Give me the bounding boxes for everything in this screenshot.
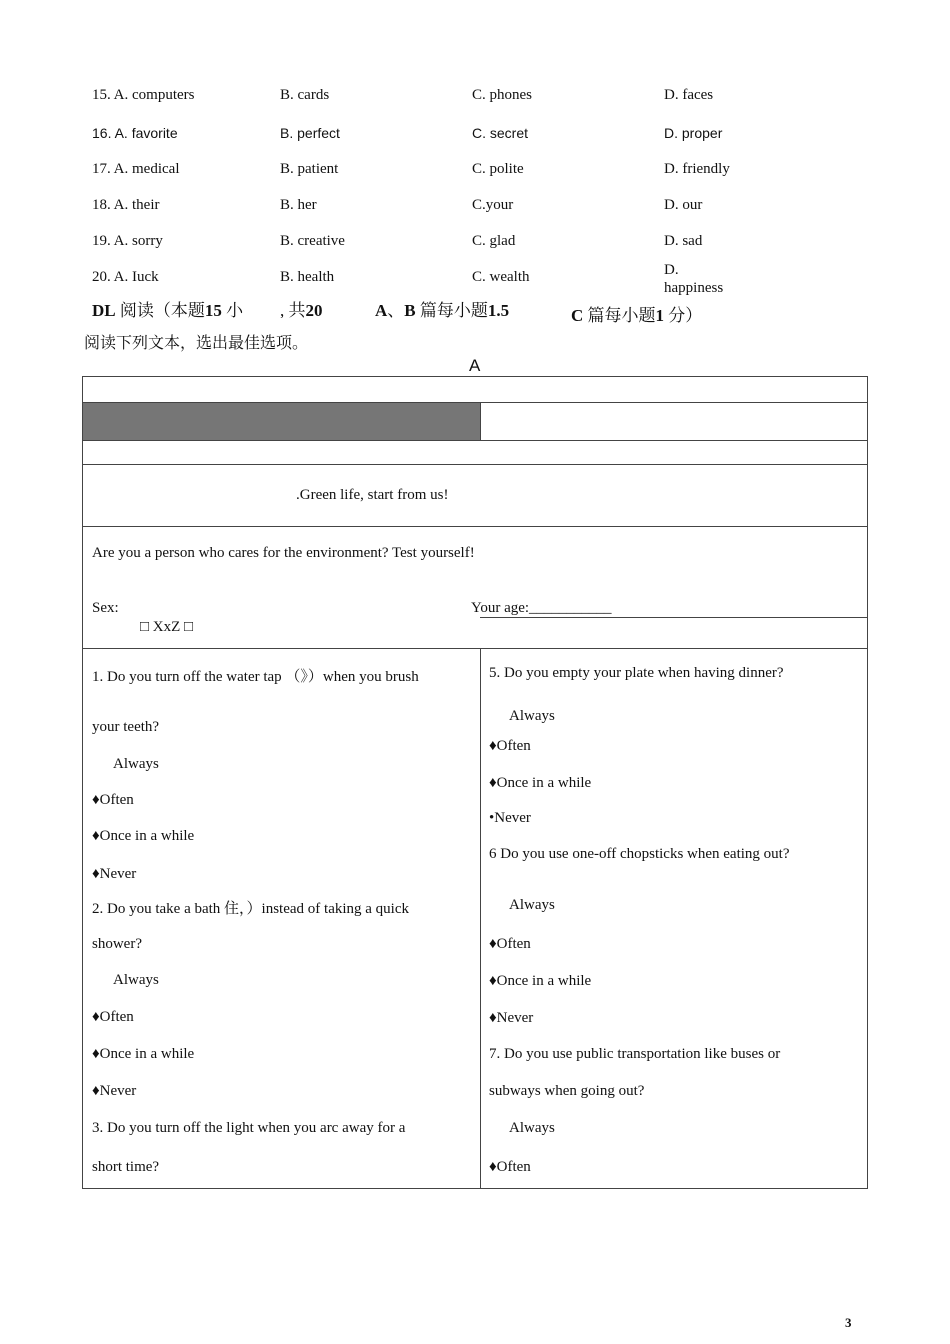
- q16-option-c: C. secret: [472, 125, 529, 141]
- q18-option-b: B. her: [280, 197, 317, 213]
- q20-option-d-label: D.: [664, 262, 679, 278]
- age-field[interactable]: Your age:___________: [471, 600, 612, 616]
- question-1-line1: 1. Do you turn off the water tap （》）when you brush: [92, 669, 419, 685]
- sex-label: Sex:: [92, 600, 119, 616]
- option-never[interactable]: ♦Never: [92, 1083, 137, 1099]
- q18-option-a: 18. A. their: [92, 197, 160, 213]
- option-always[interactable]: Always: [113, 756, 159, 772]
- question-3-line1: 3. Do you turn off the light when you arc away for a: [92, 1120, 406, 1136]
- section-heading-part1: DL 阅读（本题15 小: [92, 301, 244, 318]
- option-once-in-a-while[interactable]: ♦Once in a while: [489, 775, 592, 791]
- age-underline: [480, 617, 867, 618]
- q17-option-a: 17. A. medical: [92, 161, 180, 177]
- table-header-shaded-cell: [83, 403, 480, 440]
- survey-intro: Are you a person who cares for the environment? Test yourself!: [92, 545, 475, 561]
- question-6: 6 Do you use one-off chopsticks when eating out?: [489, 846, 790, 862]
- q18-option-d: D. our: [664, 197, 703, 213]
- q19-option-a: 19. A. sorry: [92, 233, 163, 249]
- q20-option-b: B. health: [280, 269, 335, 285]
- passage-label: A: [469, 356, 481, 375]
- reading-instruction: 阅读下列文本，选出最佳选项。: [84, 335, 309, 352]
- option-never[interactable]: ♦Never: [489, 1010, 534, 1026]
- table-rule: [82, 440, 868, 441]
- q16-option-d: D. proper: [664, 125, 723, 141]
- table-rule: [82, 464, 868, 465]
- q20-option-c: C. wealth: [472, 269, 530, 285]
- page-number: 3: [845, 1315, 852, 1330]
- option-often[interactable]: ♦Often: [489, 1159, 531, 1175]
- option-always[interactable]: Always: [509, 1120, 555, 1136]
- q19-option-b: B. creative: [280, 233, 345, 249]
- q20-option-a: 20. A. Iuck: [92, 269, 159, 285]
- section-heading-part3: A、B 篇每小题1.5: [375, 301, 510, 318]
- q15-option-b: B. cards: [280, 87, 330, 103]
- option-often[interactable]: ♦Often: [489, 936, 531, 952]
- question-5: 5. Do you empty your plate when having dinner?: [489, 665, 784, 681]
- table-rule: [82, 526, 868, 527]
- table-rule: [480, 402, 481, 440]
- sex-checkboxes[interactable]: □ XxZ □: [140, 619, 194, 635]
- section-heading-part4: C 篇每小题1 分）: [571, 306, 703, 325]
- q18-option-c: C.your: [472, 197, 514, 213]
- q16-option-b: B. perfect: [280, 125, 340, 141]
- q20-option-d-text: happiness: [664, 280, 724, 295]
- option-always[interactable]: Always: [509, 708, 555, 724]
- option-often[interactable]: ♦Often: [489, 738, 531, 754]
- option-often[interactable]: ♦Often: [92, 792, 134, 808]
- option-often[interactable]: ♦Often: [92, 1009, 134, 1025]
- question-1-line2: your teeth?: [92, 719, 160, 735]
- question-7-line1: 7. Do you use public transportation like buses or: [489, 1046, 781, 1062]
- question-2-line2: shower?: [92, 936, 142, 952]
- table-rule: [82, 648, 868, 649]
- question-3-line2: short time?: [92, 1159, 160, 1175]
- option-once-in-a-while[interactable]: ♦Once in a while: [489, 973, 592, 989]
- section-heading-part2: , 共20: [280, 301, 323, 318]
- option-once-in-a-while[interactable]: ♦Once in a while: [92, 1046, 195, 1062]
- q17-option-b: B. patient: [280, 161, 339, 177]
- question-2-line1: 2. Do you take a bath 住，）instead of taking a quick: [92, 901, 410, 917]
- option-never[interactable]: •Never: [489, 810, 531, 826]
- q15-option-d: D. faces: [664, 87, 714, 103]
- q17-option-c: C. polite: [472, 161, 524, 177]
- column-divider: [480, 648, 481, 1189]
- q15-option-c: C. phones: [472, 87, 532, 103]
- option-always[interactable]: Always: [113, 972, 159, 988]
- survey-slogan: .Green life, start from us!: [296, 487, 449, 503]
- option-once-in-a-while[interactable]: ♦Once in a while: [92, 828, 195, 844]
- option-never[interactable]: ♦Never: [92, 866, 137, 882]
- survey-table: [82, 376, 868, 1189]
- q19-option-c: C. glad: [472, 233, 516, 249]
- option-always[interactable]: Always: [509, 897, 555, 913]
- q19-option-d: D. sad: [664, 233, 703, 249]
- q16-option-a: 16. A. favorite: [92, 125, 178, 141]
- question-7-line2: subways when going out?: [489, 1083, 645, 1099]
- q15-option-a: 15. A. computers: [92, 87, 195, 103]
- q17-option-d: D. friendly: [664, 161, 730, 177]
